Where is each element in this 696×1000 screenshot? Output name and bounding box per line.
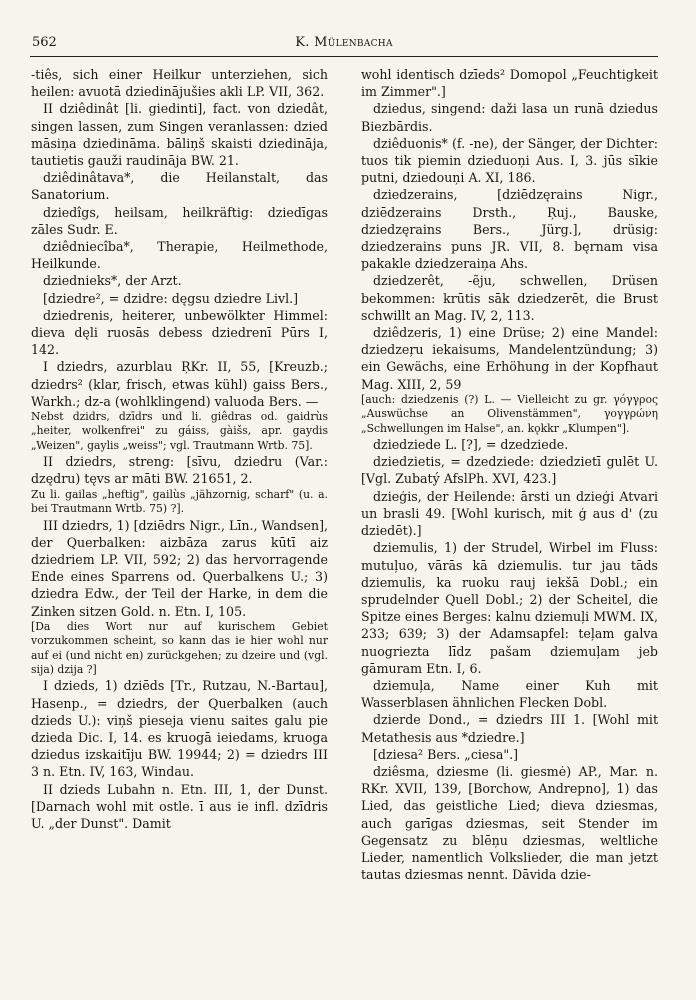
entry-paragraph: dziedzerêt, -ẽju, schwellen, Drüsen bekommen: krūtis sāk dziedzerēt, die Brust schwillt an Mag. IV, 2, 113. [361, 273, 658, 323]
right-column [361, 66, 658, 986]
entry-paragraph: dziedus, singend: daži lasa un runā dziedus Biezbārdis. [361, 101, 658, 134]
entry-paragraph: dzierde Dond., = dziedrs III 1. [Wohl mit Metathesis aus *dziedre.] [361, 712, 658, 745]
entry-paragraph: II dziêdinât [li. giedinti], fact. von dziedât, singen lassen, zum Singen veranlassen: dzied māsiņa dziedināma. bāliņš skaisti dziedināja, tautietis gauži raudināja BW. 21. [31, 101, 328, 169]
running-header [30, 34, 658, 56]
entry-paragraph: II dzieds Lubahn n. Etn. III, 1, der Dunst. [Darnach wohl mit ostle. ī aus ie infl. dzīdris U. „der Dunst". Damit [31, 781, 328, 831]
entry-paragraph: I dziedrs, azurblau ŖKr. II, 55, [Kreuzb.; dziedrs² (klar, frisch, etwas kühl) gaiss Bers., Warkh.; dz-a (wohlklingend) valuoda Bers. — [31, 359, 328, 409]
entry-paragraph: dziêdniecîba*, Therapie, Heilmethode, Heilkunde. [31, 239, 328, 272]
running-title: K. Mülenbacha [295, 35, 393, 50]
etymology-note: [auch: dziedzenis (?) L. — Vielleicht zu gr. γόγγρος „Auswüchse an Olivenstämmen", γογγρώνη „Schwellungen im Halse", an. kǫkkr „Klumpen"]. [361, 392, 658, 435]
etymology-note: Nebst dzidrs, dzīdrs und li. giêdras od. gaidrùs „heiter, wolkenfrei" zu gáiss, gàišs, apr. gaydis „Weizen", gaylis „weiss"; vgl. Trautmann Wrtb. 75]. [31, 410, 328, 452]
etymology-note: Zu li. gailas „heftig", gailùs „jähzornig, scharf" (u. a. bei Trautmann Wrtb. 75) ?]. [31, 487, 328, 516]
entry-paragraph: dziemulis, 1) der Strudel, Wirbel im Fluss: mutuļuo, vārās kā dziemulis. tur jau tāds dziemulis, ka ruoku rauj iekšā Dobl.; ein sprudelnder Quell Dobl.; 2) der Scheitel, die Spitze eines Berges: kalnu dziemuļi MWM. IX, 233; 639; 3) der Adamsapfel: teļam galva nuogriezta līdz pašam dziemuļam jeb gāmuram Etn. I, 6. [361, 540, 658, 676]
entry-paragraph: dziedzerains, [dziēdzęrains Nigr., dziēdzerains Drsth., Ŗuj., Bauske, dziedzęrains Bers., Jürg.], drüsig: dziedzerains puns JR. VII, 8. bęrnam visa pakakle dziedzeraiņa Ahs. [361, 187, 658, 272]
entry-paragraph: [dziesa² Bers. „ciesa".] [373, 746, 519, 762]
entry-paragraph: dziêdinâtava*, die Heilanstalt, das Sanatorium. [31, 170, 328, 203]
entry-paragraph: dziêduonis* (f. -ne), der Sänger, der Dichter: tuos tik piemin dzieduoņi Aus. I, 3. jūs sīkie putni, dziedouņi A. XI, 186. [361, 135, 658, 186]
page-number: 562 [32, 35, 57, 50]
entry-paragraph: [dziedre², = dzidre: dęgsu dziedre Livl.] [43, 290, 299, 306]
entry-paragraph: dziedzietis, = dzedziede: dziedzietī gulēt U. [Vgl. Zubatý AfslPh. XVI, 423.] [361, 454, 658, 487]
entry-paragraph: III dziedrs, 1) [dziēdrs Nigr., Līn., Wandsen], der Querbalken: aizbāza zarus kūtī aiz dziedriem LP. VII, 592; 2) das hervorragende Ende eines Sparrens od. Querbalkens U.; 3) dziedra Edw., der Teil der Harke, in dem die Zinken sitzen Gold. n. Etn. I, 105. [31, 517, 328, 619]
entry-paragraph: dziedîgs, heilsam, heilkräftig: dziedīgas zāles Sudr. E. [31, 204, 328, 237]
left-column [31, 66, 328, 986]
entry-paragraph: dziedrenis, heiterer, unbewölkter Himmel: dieva dęli ruosās debess dziedrenī Pūrs I, 142. [31, 307, 328, 358]
entry-paragraph: dziêdzeris, 1) eine Drüse; 2) eine Mandel: dziedzeŗu iekaisums, Mandelentzündung; 3) ein Gewächs, eine Erhöhung in der Kopfhaut Mag. XIII, 2, 59 [361, 325, 658, 392]
entry-paragraph: -tiês, sich einer Heilkur unterziehen, sich heilen: avuotā dziedinājušies akli LP. VII, 362. [31, 67, 328, 100]
entry-paragraph: II dziedrs, streng: [sīvu, dziedru (Var.: dzędru) tęvs ar māti BW. 21651, 2. [31, 454, 328, 487]
etymology-note: [Da dies Wort nur auf kurischem Gebiet vorzukommen scheint, so kann das ie hier wohl nur auf ei (und nicht en) zurückgehen; zu dzeire und (vgl. sija) dzija ?] [31, 619, 328, 676]
entry-paragraph: dziednieks*, der Arzt. [43, 273, 182, 289]
header-rule [30, 56, 658, 57]
entry-paragraph: I dzieds, 1) dziēds [Tr., Rutzau, N.-Bartau], Hasenp., = dziedrs, der Querbalken (auch dzieds U.): viņš pieseja vienu saites galu pie dzieda Dic. I, 14. es kruogā ieiedams, kruoga dziedus izskaitīju BW. 19944; 2) = dziedrs III 3 n. Etn. IV, 163, Windau. [31, 678, 328, 780]
entry-paragraph: dziedziede L. [?], = dzedziede. [373, 437, 569, 453]
entry-paragraph: wohl identisch dzīeds² Domopol „Feuchtigkeit im Zimmer".] [361, 67, 658, 100]
entry-paragraph: dzieģis, der Heilende: ārsti un dzieģi Atvari un brasli 49. [Wohl kurisch, mit ģ aus d' (zu dziedēt).] [361, 488, 658, 539]
entry-paragraph: dziêsma, dziesme (li. giesmė) AP., Mar. n. RKr. XVII, 139, [Borchow, Andrepno], 1) das Lied, das geistliche Lied; dieva dziesmas, auch garīgas dziesmas, seit Stender im Gegensatz zu blēņu dziesmas, weltliche Lieder, namentlich Volkslieder, die man jetzt tautas dziesmas nennt. Dāvida dzie- [361, 763, 658, 883]
entry-paragraph: dziemuļa, Name einer Kuh mit Wasserblasen ähnlichen Flecken Dobl. [361, 677, 658, 711]
